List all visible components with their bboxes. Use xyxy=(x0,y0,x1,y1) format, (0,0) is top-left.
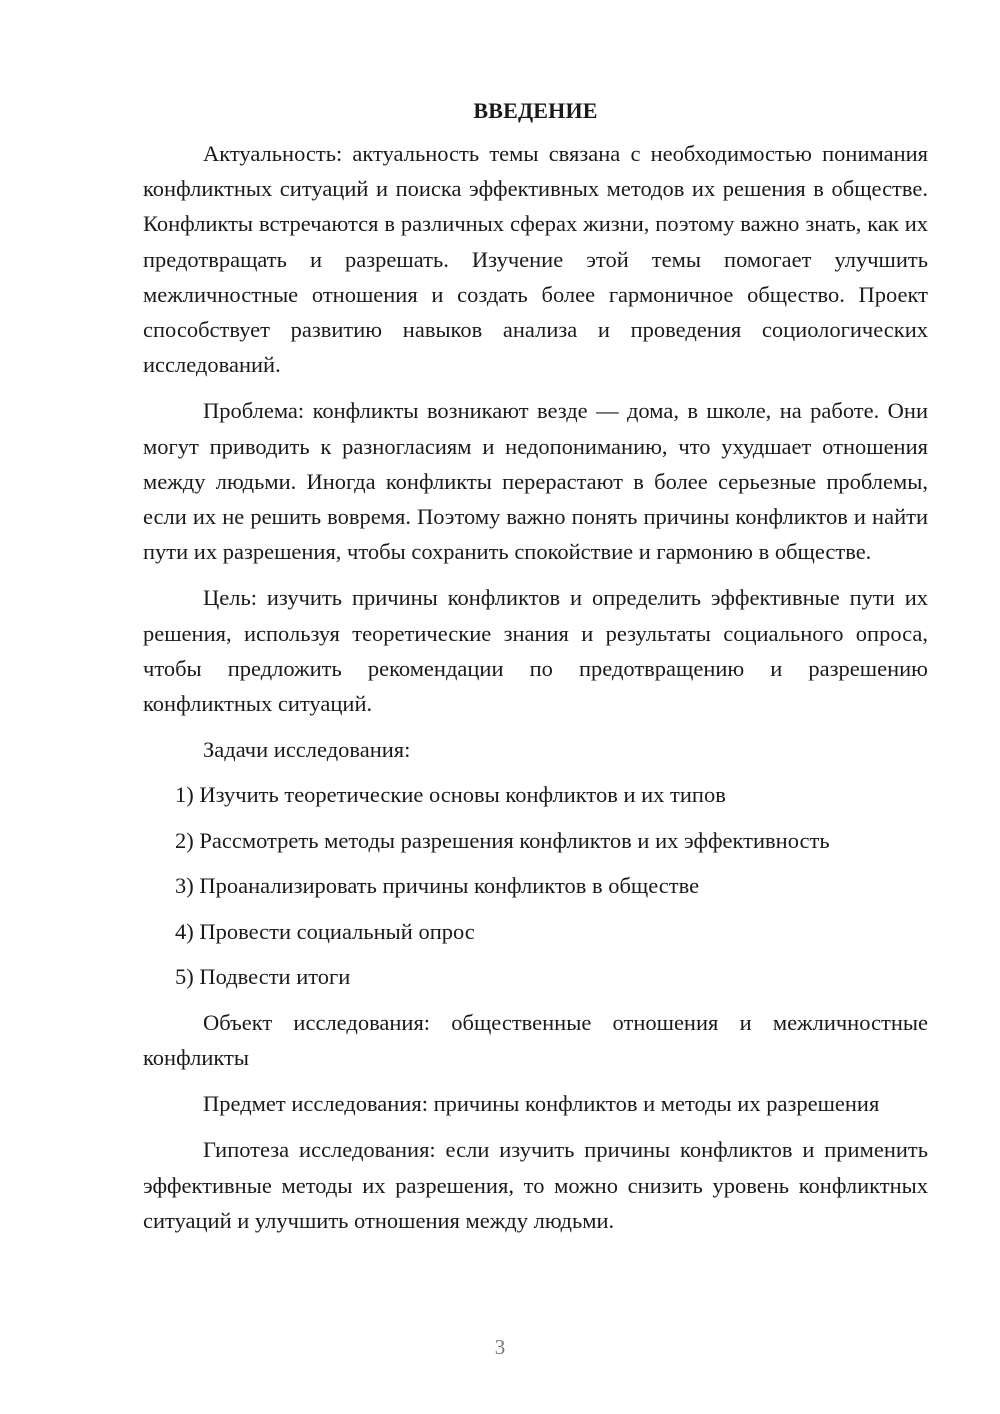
page-title: ВВЕДЕНИЕ xyxy=(473,98,598,123)
document-body xyxy=(143,94,928,1238)
task-item: 3) Проанализировать причины конфликтов в обществе xyxy=(175,873,700,899)
paragraph-gap xyxy=(143,721,928,732)
subject-paragraph: Предмет исследования: причины конфликтов и методы их разрешения xyxy=(203,1091,880,1117)
relevance-paragraph: Актуальность: актуальность темы связана с необходимостью понимания конфликтных ситуаций и поиска эффективных методов их решения в обществе. Конфликты встречаются в различных сферах жизни, поэтому важно знать, как их предотвращать и разрешать. Изучение этой темы помогает улучшить межличностные отношения и создать более гармоничное общество. Проект способствует развитию навыков анализа и проведения социологических исследований. xyxy=(143,141,928,378)
paragraph-gap xyxy=(143,569,928,580)
task-item: 1) Изучить теоретические основы конфликтов и их типов xyxy=(175,782,726,808)
paragraph-gap xyxy=(143,382,928,393)
task-item: 2) Рассмотреть методы разрешения конфликтов и их эффективность xyxy=(175,827,830,853)
hypothesis-paragraph: Гипотеза исследования: если изучить причины конфликтов и применить эффективные методы их разрешения, то можно снизить уровень конфликтных ситуаций и улучшить отношения между людьми. xyxy=(143,1137,928,1233)
task-item: 4) Провести социальный опрос xyxy=(175,918,475,944)
tasks-heading: Задачи исследования: xyxy=(203,737,411,763)
page-number: 3 xyxy=(494,1335,506,1359)
task-item: 5) Подвести итоги xyxy=(175,964,351,990)
goal-paragraph: Цель: изучить причины конфликтов и определить эффективные пути их решения, используя теоретические знания и результаты социального опроса, чтобы предложить рекомендации по предотвращению и разрешению конфликтных ситуаций. xyxy=(143,585,928,717)
problem-paragraph: Проблема: конфликты возникают везде — дома, в школе, на работе. Они могут приводить к разногласиям и недопониманию, что ухудшает отношения между людьми. Иногда конфликты перерастают в более серьезные проблемы, если их не решить вовремя. Поэтому важно понять причины конфликтов и найти пути их разрешения, чтобы сохранить спокойствие и гармонию в обществе. xyxy=(143,398,928,565)
paragraph-gap xyxy=(143,1075,928,1086)
paragraph-gap xyxy=(143,1121,928,1132)
tasks-list xyxy=(143,777,928,994)
object-paragraph: Объект исследования: общественные отношения и межличностные конфликты xyxy=(143,1009,928,1070)
